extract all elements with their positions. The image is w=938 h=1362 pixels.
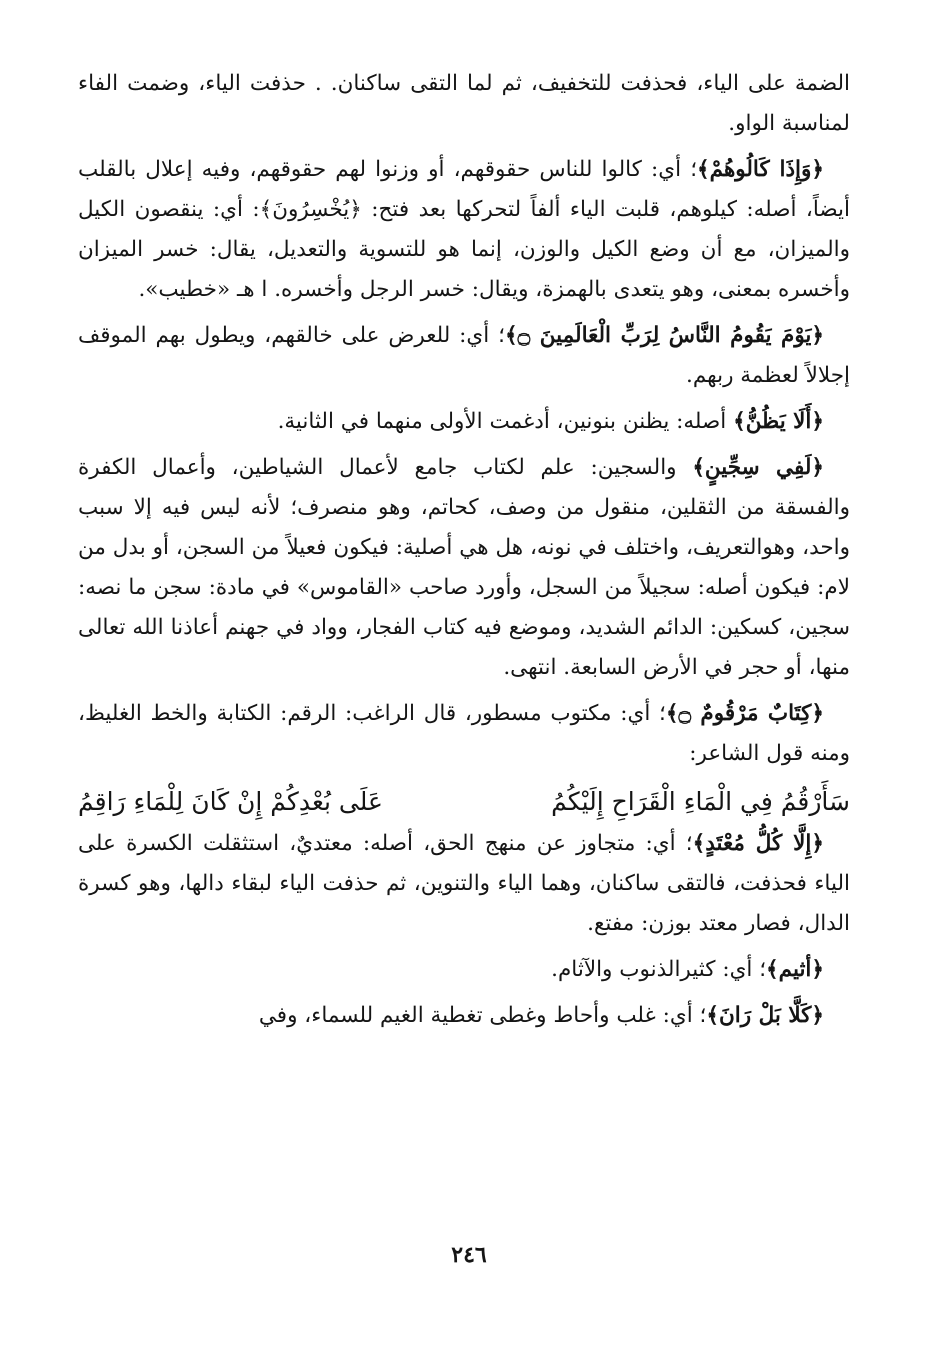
commentary-text: الضمة على الياء، فحذفت للتخفيف، ثم لما التقى ساكنان. . حذفت الياء، وضمت الفاء لمناسبة الواو. bbox=[78, 71, 850, 136]
poetry-verse bbox=[78, 780, 850, 824]
quran-quote: ﴿أَلَا يَظُنُّ﴾ bbox=[733, 409, 824, 434]
paragraph-4 bbox=[78, 402, 850, 442]
quran-quote: ﴿يَوْمَ يَقُومُ النَّاسُ لِرَبِّ الْعَالَمِينَ ۝﴾ bbox=[504, 323, 825, 348]
paragraph-1 bbox=[78, 64, 850, 144]
commentary-text: والسجين: علم لكتاب جامع لأعمال الشياطين، وأعمال الكفرة والفسقة من الثقلين، منقول من وصف، كحاتم، وهو منصرف؛ لأنه ليس فيه إلا سبب واحد، وهوالتعريف، واختلف في نونه، هل هي أصلية: فيكون فعيلاً من السجن، أو بدل من لام: فيكون أصله: سجيلاً من السجل، وأورد صاحب «القاموس» في مادة: سجن ما نصه: سجين، كسكين: الدائم الشديد، وموضع فيه كتاب الفجار، وواد في جهنم أعاذنا الله تعالى منها، أو حجر في الأرض السابعة. انتهى. bbox=[78, 455, 850, 680]
paragraph-9 bbox=[78, 996, 850, 1036]
paragraph-7 bbox=[78, 824, 850, 944]
commentary-text: ؛ أي: كالوا للناس حقوقهم، أو وزنوا لهم حقوقهم، وفيه إعلال بالقلب أيضاً، أصله: كيلوهم، قلبت الياء ألفاً لتحركها بعد فتح: ﴿يُخْسِرُونَ﴾: أي: ينقصون الكيل والميزان، مع أن وضع الكيل والوزن، إنما هو للتسوية والتعديل، يقال: خسر الميزان وأخسره بمعنى، وهو يتعدى بالهمزة، ويقال: خسر الرجل وأخسره. ا هـ «خطيب». bbox=[78, 157, 850, 302]
commentary-text: ؛ أي: للعرض على خالقهم، ويطول بهم الموقف إجلالاً لعظمة ربهم. bbox=[78, 323, 850, 388]
paragraph-2 bbox=[78, 150, 850, 310]
commentary-text: ؛ أي: مكتوب مسطور، قال الراغب: الرقم: الكتابة والخط الغليظ، ومنه قول الشاعر: bbox=[78, 701, 850, 766]
commentary-text: ؛ أي: كثيرالذنوب والآثام. bbox=[551, 957, 767, 982]
paragraph-6 bbox=[78, 694, 850, 774]
quran-quote: ﴿كِتَابٌ مَرْقُومٌ ۝﴾ bbox=[665, 701, 824, 726]
paragraph-5 bbox=[78, 448, 850, 688]
verse-second-hemistich: عَلَى بُعْدِكُمْ إِنْ كَانَ لِلْمَاءِ رَاقِمُ bbox=[78, 787, 383, 816]
quran-quote: ﴿وَإِذَا كَالُوهُمْ﴾ bbox=[697, 157, 824, 182]
paragraph-8 bbox=[78, 950, 850, 990]
commentary-text: ؛ أي: غلب وأحاط وغطى تغطية الغيم للسماء، وفي bbox=[258, 1003, 707, 1028]
paragraph-3 bbox=[78, 316, 850, 396]
commentary-text: أصله: يظنن بنونين، أدغمت الأولى منهما في الثانية. bbox=[277, 409, 734, 434]
verse-first-hemistich: سَأَرْقُمُ فِي الْمَاءِ الْقَرَاحِ إِلَيْكُمُ bbox=[551, 787, 850, 816]
quran-quote: ﴿أثيم﴾ bbox=[766, 957, 824, 982]
commentary-text: ؛ أي: متجاوز عن منهج الحق، أصله: معتديٌ، استثقلت الكسرة على الياء فحذفت، فالتقى ساكنان، وهما الياء والتنوين، ثم حذفت الياء لبقاء دالها، وهو كسرة الدال، فصار معتد بوزن: مفتع. bbox=[78, 831, 850, 936]
page-number: ٢٤٦ bbox=[451, 1242, 487, 1268]
quran-quote: ﴿إِلَّا كُلُّ مُعْتَدٍ﴾ bbox=[692, 831, 824, 856]
quran-quote: ﴿كَلَّا بَلْ رَانَ﴾ bbox=[706, 1003, 824, 1028]
quran-quote: ﴿لَفِي سِجِّينٍ﴾ bbox=[692, 455, 824, 480]
page-body bbox=[78, 64, 850, 1042]
